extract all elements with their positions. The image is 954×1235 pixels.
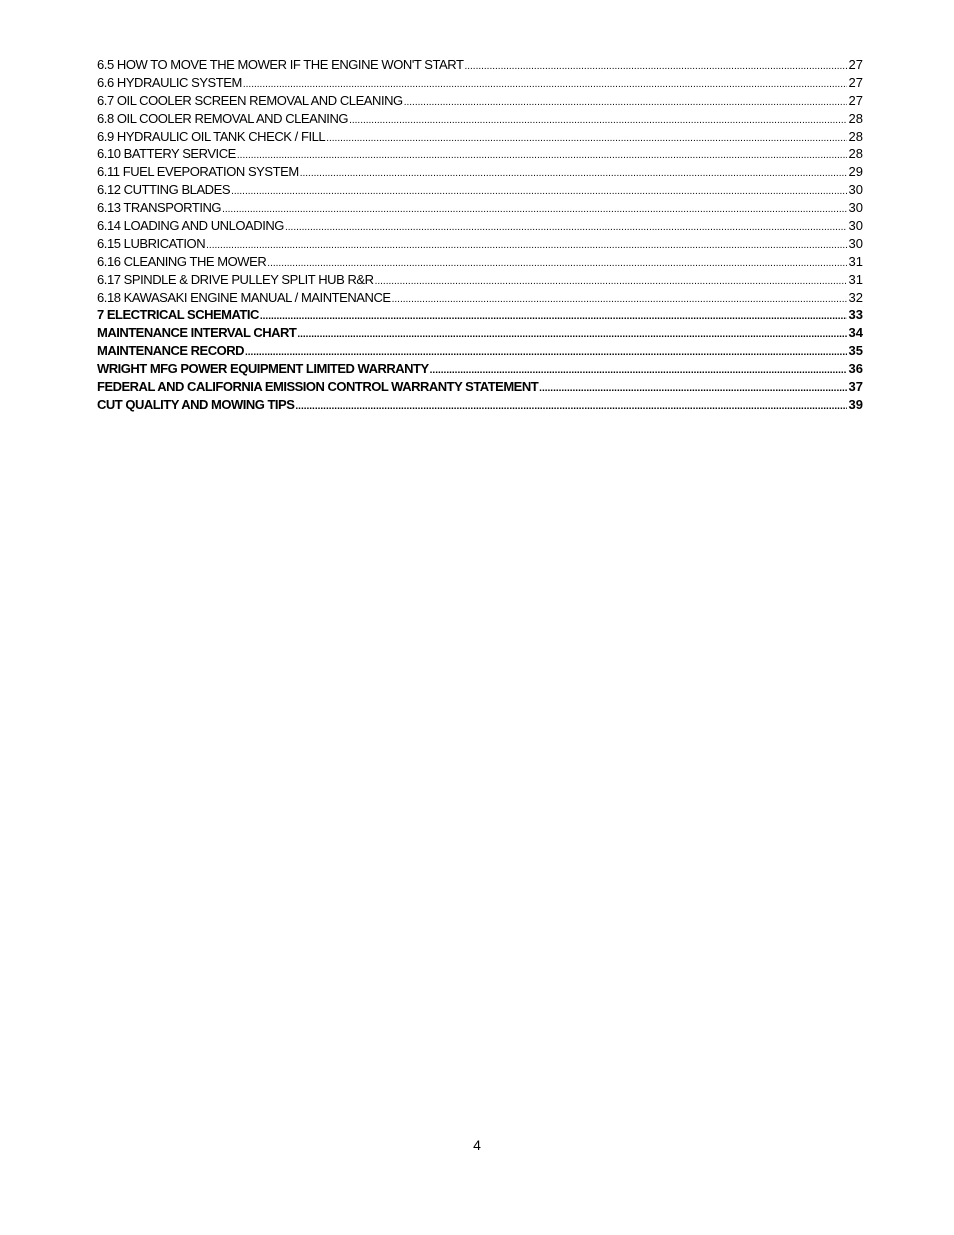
toc-leader-dots bbox=[297, 326, 846, 342]
toc-leader-dots bbox=[237, 147, 847, 163]
toc-entry[interactable] bbox=[97, 128, 863, 146]
toc-entry[interactable] bbox=[97, 74, 863, 92]
toc-leader-dots bbox=[375, 273, 847, 289]
toc-leader-dots bbox=[404, 94, 847, 110]
toc-leader-dots bbox=[222, 201, 846, 217]
toc-entry-title: 6.9 HYDRAULIC OIL TANK CHECK / FILL bbox=[97, 128, 326, 144]
toc-entry-title: 6.12 CUTTING BLADES bbox=[97, 182, 231, 198]
toc-entry-page: 28 bbox=[848, 128, 863, 144]
toc-entry[interactable] bbox=[97, 360, 863, 378]
toc-leader-dots bbox=[231, 183, 846, 199]
toc-entry-page: 30 bbox=[848, 235, 863, 251]
page-number: 4 bbox=[473, 1137, 481, 1153]
toc-entry-page: 27 bbox=[848, 57, 863, 72]
toc-entry-title: 6.18 KAWASAKI ENGINE MANUAL / MAINTENANCE bbox=[97, 289, 391, 305]
toc-entry-page: 31 bbox=[848, 271, 863, 287]
toc-entry-title: 6.10 BATTERY SERVICE bbox=[97, 146, 236, 162]
toc-entry-page: 34 bbox=[848, 325, 863, 341]
toc-leader-dots bbox=[243, 76, 847, 92]
toc-entry-title: 6.6 HYDRAULIC SYSTEM bbox=[97, 74, 242, 90]
toc-entry-page: 30 bbox=[848, 200, 863, 216]
toc-leader-dots bbox=[300, 165, 847, 181]
toc-leader-dots bbox=[392, 291, 847, 307]
toc-entry-page: 27 bbox=[848, 92, 863, 108]
toc-entry-title: 6.15 LUBRICATION bbox=[97, 235, 206, 251]
toc-entry[interactable] bbox=[97, 289, 863, 307]
toc-entry-title: CUT QUALITY AND MOWING TIPS bbox=[97, 396, 295, 412]
toc-leader-dots bbox=[245, 344, 847, 360]
toc-entry-title: 6.5 HOW TO MOVE THE MOWER IF THE ENGINE WON'T START bbox=[97, 57, 464, 72]
toc-entry-title: 6.7 OIL COOLER SCREEN REMOVAL AND CLEANING bbox=[97, 92, 403, 108]
toc-entry-title: MAINTENANCE INTERVAL CHART bbox=[97, 325, 297, 341]
toc-entry-title: 6.13 TRANSPORTING bbox=[97, 200, 222, 216]
toc-entry[interactable] bbox=[97, 378, 863, 396]
toc-entry[interactable] bbox=[97, 145, 863, 163]
toc-entry[interactable] bbox=[97, 110, 863, 128]
toc-entry[interactable] bbox=[97, 163, 863, 181]
toc-entry-page: 36 bbox=[848, 361, 863, 377]
toc-entry[interactable] bbox=[97, 181, 863, 199]
toc-entry[interactable] bbox=[97, 92, 863, 110]
toc-entry-title: MAINTENANCE RECORD bbox=[97, 343, 244, 359]
toc-entry[interactable] bbox=[97, 396, 863, 414]
toc-entry[interactable] bbox=[97, 217, 863, 235]
toc-entry[interactable] bbox=[97, 199, 863, 217]
toc-entry-page: 33 bbox=[848, 307, 863, 323]
toc-entry-title: 6.14 LOADING AND UNLOADING bbox=[97, 218, 284, 234]
toc-entry-title: 6.16 CLEANING THE MOWER bbox=[97, 253, 267, 269]
toc-entry-title: FEDERAL AND CALIFORNIA EMISSION CONTROL WARRANTY STATEMENT bbox=[97, 379, 539, 395]
toc-entry-page: 29 bbox=[848, 164, 863, 180]
toc-leader-dots bbox=[464, 58, 846, 74]
table-of-contents bbox=[97, 56, 863, 414]
toc-leader-dots bbox=[285, 219, 847, 235]
toc-entry-page: 27 bbox=[848, 74, 863, 90]
toc-entry-page: 30 bbox=[848, 182, 863, 198]
toc-entry-title: 6.11 FUEL EVEPORATION SYSTEM bbox=[97, 164, 299, 180]
toc-entry-title: 7 ELECTRICAL SCHEMATIC bbox=[97, 307, 259, 323]
toc-entry-title: 6.17 SPINDLE & DRIVE PULLEY SPLIT HUB R&R bbox=[97, 271, 374, 287]
toc-entry-page: 30 bbox=[848, 218, 863, 234]
toc-leader-dots bbox=[267, 255, 846, 271]
toc-entry[interactable] bbox=[97, 235, 863, 253]
toc-entry-page: 37 bbox=[848, 379, 863, 395]
toc-entry-page: 28 bbox=[848, 110, 863, 126]
toc-leader-dots bbox=[349, 112, 846, 128]
toc-entry[interactable] bbox=[97, 306, 863, 324]
toc-entry[interactable] bbox=[97, 324, 863, 342]
toc-entry-page: 28 bbox=[848, 146, 863, 162]
toc-entry-title: WRIGHT MFG POWER EQUIPMENT LIMITED WARRANTY bbox=[97, 361, 429, 377]
toc-entry[interactable] bbox=[97, 342, 863, 360]
toc-entry-page: 39 bbox=[848, 396, 863, 412]
toc-leader-dots bbox=[260, 308, 847, 324]
toc-leader-dots bbox=[539, 380, 846, 396]
toc-entry[interactable] bbox=[97, 271, 863, 289]
toc-entry[interactable] bbox=[97, 56, 863, 74]
toc-entry-title: 6.8 OIL COOLER REMOVAL AND CLEANING bbox=[97, 110, 349, 126]
toc-leader-dots bbox=[206, 237, 846, 253]
toc-leader-dots bbox=[430, 362, 847, 378]
toc-entry-page: 31 bbox=[848, 253, 863, 269]
toc-entry-page: 32 bbox=[848, 289, 863, 305]
toc-entry-page: 35 bbox=[848, 343, 863, 359]
toc-leader-dots bbox=[326, 130, 846, 146]
toc-entry[interactable] bbox=[97, 253, 863, 271]
toc-leader-dots bbox=[295, 398, 846, 414]
